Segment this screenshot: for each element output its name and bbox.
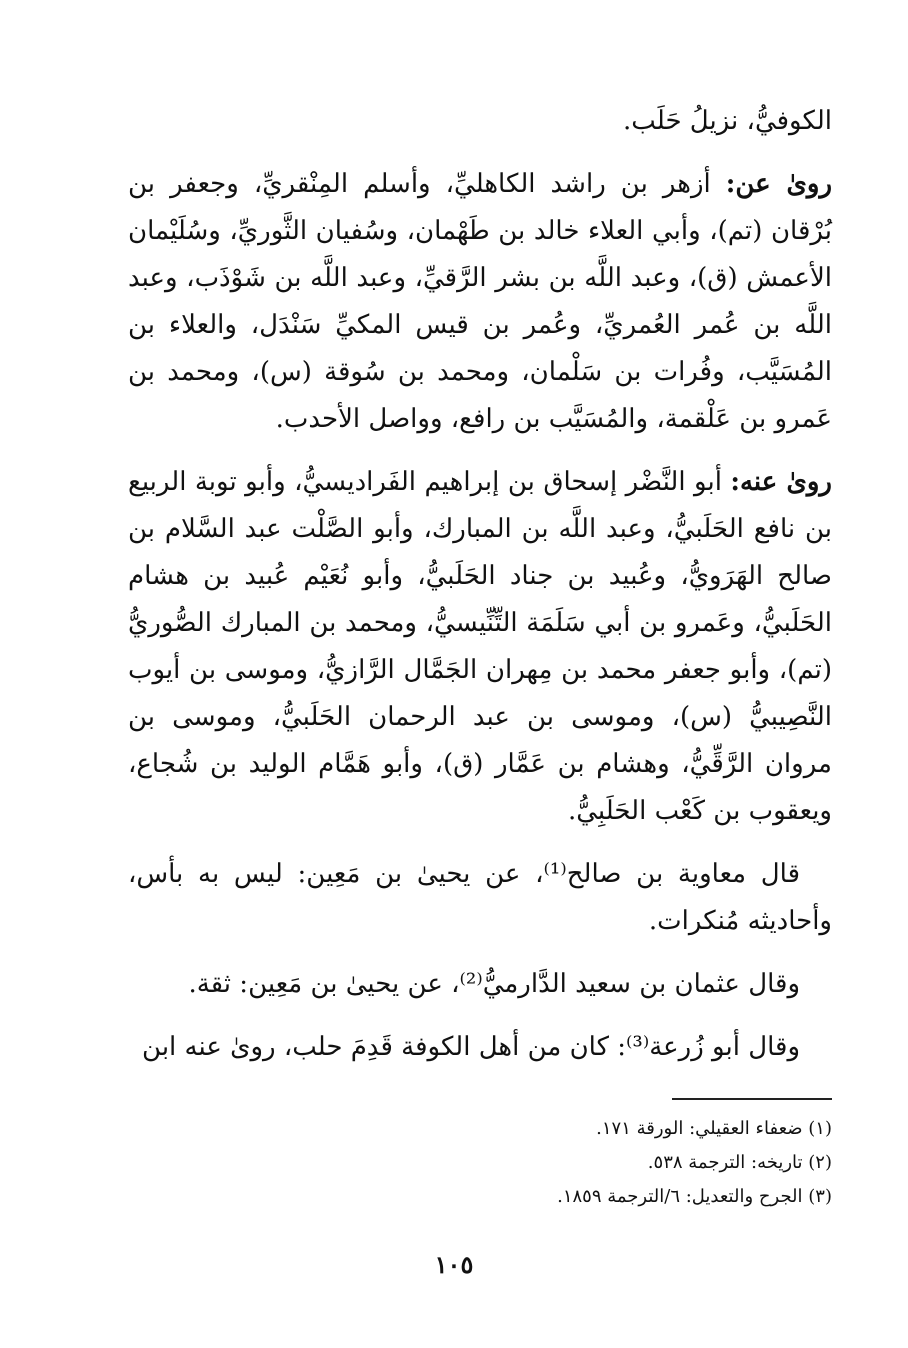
paragraph-lead: روىٰ عن:	[725, 169, 833, 199]
paragraph-lead: روىٰ عنه:	[730, 467, 832, 497]
paragraph-intro	[128, 98, 832, 145]
footnote-1: (١) ضعفاء العقيلي: الورقة ١٧١.	[596, 1118, 832, 1139]
paragraph-text: الكوفيُّ، نزيلُ حَلَب.	[623, 106, 832, 136]
page-number: ١٠٥	[434, 1250, 474, 1279]
footnote-3: (٣) الجرح والتعديل: ٦/الترجمة ١٨٥٩.	[557, 1186, 832, 1207]
paragraph-uthman	[128, 961, 832, 1008]
paragraph-narrated-by	[128, 459, 832, 835]
paragraph-narrated-from	[128, 161, 832, 443]
paragraph-text: وقال أبو زُرعة⁽³⁾: كان من أهل الكوفة قَدِمَ حلب، روىٰ عنه ابن	[142, 1032, 800, 1062]
footnote-divider	[672, 1098, 832, 1100]
paragraph-text: قال معاوية بن صالح⁽¹⁾، عن يحيىٰ بن مَعِين: ليس به بأس، وأحاديثه مُنكرات.	[128, 859, 832, 936]
paragraph-abu-zura	[128, 1024, 832, 1071]
paragraph-text: أزهر بن راشد الكاهليِّ، وأسلم المِنْقريِّ، وجعفر بن بُرْقان (تم)، وأبي العلاء خالد بن طَهْمان، وسُفيان الثَّوريِّ، وسُلَيْمان الأعمش (ق)، وعبد اللَّه بن بشر الرَّقيِّ، وعبد اللَّه بن شَوْذَب، وعبد اللَّه بن عُمر العُمريِّ، وعُمر بن قيس المكيِّ سَنْدَل، والعلاء بن المُسَيَّب، وفُرات بن سَلْمان، ومحمد بن سُوقة (س)، ومحمد بن عَمرو بن عَلْقمة، والمُسَيَّب بن رافع، وواصل الأحدب.	[128, 169, 832, 434]
footnote-2: (٢) تاريخه: الترجمة ٥٣٨.	[647, 1152, 832, 1173]
main-text	[128, 98, 832, 1087]
footnotes	[440, 1112, 832, 1214]
paragraph-text: أبو النَّضْر إسحاق بن إبراهيم الفَراديسيُّ، وأبو توبة الربيع بن نافع الحَلَبيُّ، وعبد اللَّه بن المبارك، وأبو الصَّلْت عبد السَّلام بن صالح الهَرَويُّ، وعُبيد بن جناد الحَلَبيُّ، وأبو نُعَيْم عُبيد بن هشام الحَلَبيُّ، وعَمرو بن أبي سَلَمَة التِّنِّيسيُّ، ومحمد بن المبارك الصُّوريُّ (تم)، وأبو جعفر محمد بن مِهران الجَمَّال الرَّازيُّ، وموسى بن أيوب النَّصِيبيُّ (س)، وموسى بن عبد الرحمان الحَلَبيُّ، وموسى بن مروان الرَّقِّيُّ، وهشام بن عَمَّار (ق)، وأبو هَمَّام الوليد بن شُجاع، ويعقوب بن كَعْب الحَلَبِيُّ.	[128, 467, 833, 826]
paragraph-muawiya	[128, 851, 832, 945]
paragraph-text: وقال عثمان بن سعيد الدَّارميُّ⁽²⁾، عن يحيىٰ بن مَعِين: ثقة.	[188, 969, 800, 999]
